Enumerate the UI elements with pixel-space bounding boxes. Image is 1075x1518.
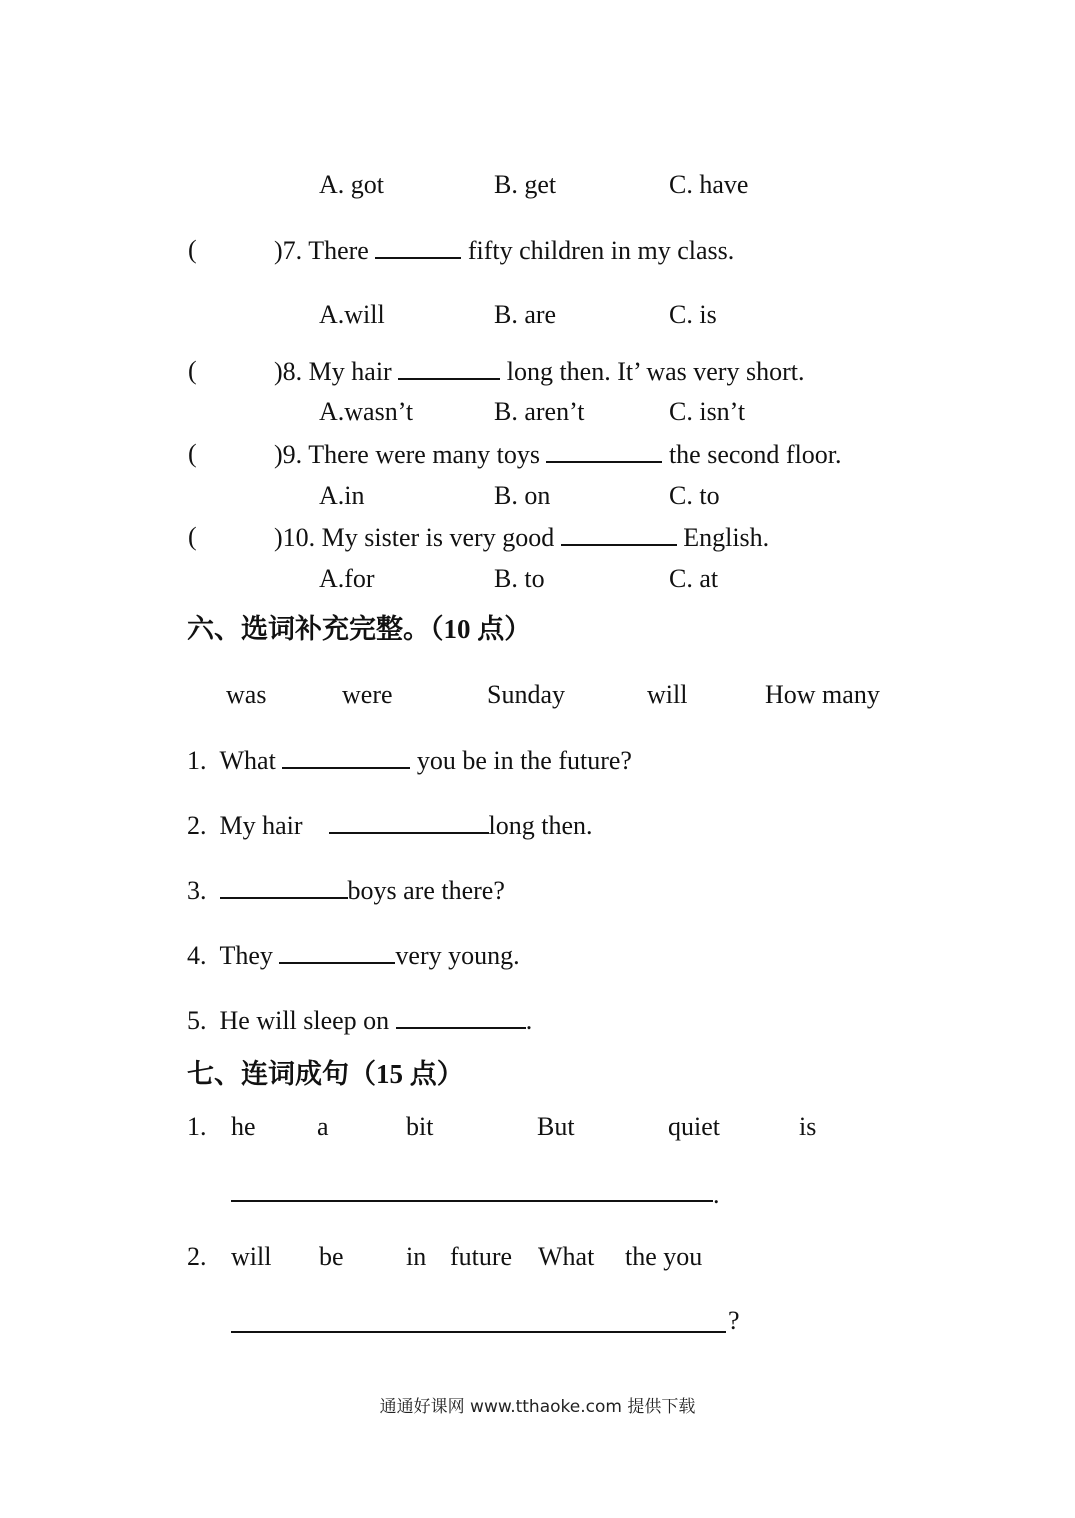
answer-blank: [561, 522, 677, 546]
q10-option-a: A.for: [319, 564, 375, 593]
q6-option-a: A. got: [319, 170, 384, 199]
q6-option-c: C. have: [669, 170, 749, 199]
scrambled-word: be: [319, 1242, 344, 1271]
footer-source: 通通好课网 www.tthaoke.com 提供下载: [379, 1397, 696, 1417]
sentence-end-mark: .: [713, 1180, 720, 1209]
scrambled-word: What: [538, 1242, 595, 1271]
answer-line: [231, 1200, 713, 1202]
question-7-text: )7. There fifty children in my class.: [274, 236, 735, 265]
fill-item-3: 3. boys are there?: [187, 876, 505, 905]
fill-item-5: 5. He will sleep on .: [187, 1006, 533, 1035]
answer-blank: [375, 235, 461, 259]
fill-item-1: 1. What you be in the future?: [187, 746, 632, 775]
answer-blank: [282, 745, 410, 769]
question-9-text: )9. There were many toys the second floor.: [274, 440, 842, 469]
scrambled-word: a: [317, 1112, 329, 1141]
answer-blank: [398, 356, 500, 380]
scrambled-word: is: [799, 1112, 817, 1141]
q6-option-b: B. get: [494, 170, 557, 199]
scrambled-word: in: [406, 1242, 427, 1271]
scrambled-word: future: [450, 1242, 513, 1271]
section-6-heading: 六、选词补充完整。（10 点）: [187, 614, 532, 644]
scrambled-word: quiet: [668, 1112, 720, 1141]
q8-option-a: A.wasn’t: [319, 397, 414, 426]
word-bank-item: How many: [765, 680, 880, 709]
q9-option-b: B. on: [494, 481, 551, 510]
word-bank-item: will: [647, 680, 688, 709]
fill-item-4: 4. They very young.: [187, 941, 520, 970]
answer-paren-open: (: [188, 439, 197, 468]
word-bank-item: were: [342, 680, 393, 709]
answer-blank: [220, 875, 348, 899]
q7-option-c: C. is: [669, 300, 717, 329]
sentence-item-1-num: 1.: [187, 1112, 207, 1141]
q10-option-b: B. to: [494, 564, 545, 593]
answer-blank: [279, 940, 395, 964]
sentence-end-mark: ?: [728, 1306, 740, 1335]
answer-blank: [396, 1005, 526, 1029]
q7-option-b: B. are: [494, 300, 557, 329]
question-8-text: )8. My hair long then. It’ was very short.: [274, 357, 805, 386]
answer-paren-open: (: [188, 235, 197, 264]
sentence-item-2-num: 2.: [187, 1242, 207, 1271]
question-10-text: )10. My sister is very good English.: [274, 523, 770, 552]
word-bank-item: was: [226, 680, 267, 709]
section-7-heading: 七、连词成句（15 点）: [187, 1059, 464, 1089]
answer-line: [231, 1331, 726, 1333]
q9-option-a: A.in: [319, 481, 365, 510]
answer-blank: [329, 810, 489, 834]
scrambled-word: he: [231, 1112, 256, 1141]
scrambled-word: the you: [625, 1242, 703, 1271]
q7-option-a: A.will: [319, 300, 385, 329]
q9-option-c: C. to: [669, 481, 720, 510]
q10-option-c: C. at: [669, 564, 719, 593]
scrambled-word: will: [231, 1242, 272, 1271]
scrambled-word: bit: [406, 1112, 434, 1141]
q8-option-b: B. aren’t: [494, 397, 585, 426]
word-bank-item: Sunday: [487, 680, 565, 709]
answer-paren-open: (: [188, 356, 197, 385]
scrambled-word: But: [537, 1112, 575, 1141]
answer-paren-open: (: [188, 522, 197, 551]
q8-option-c: C. isn’t: [669, 397, 746, 426]
fill-item-2: 2. My hair long then.: [187, 811, 593, 840]
answer-blank: [546, 439, 662, 463]
